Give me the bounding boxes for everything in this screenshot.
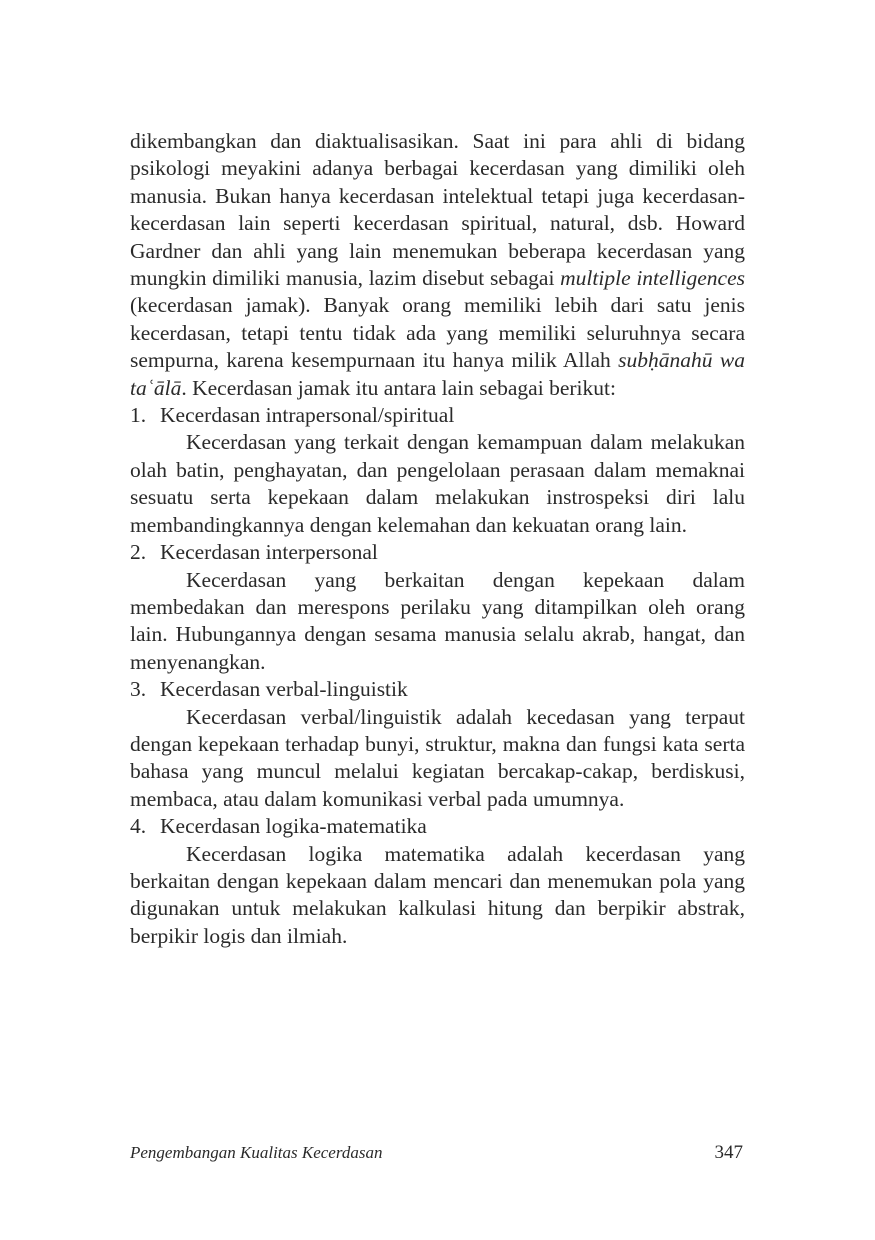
list-item-title: Kecerdasan logika-matematika xyxy=(160,814,427,839)
list-item-number: 2. xyxy=(130,540,147,565)
running-title: Pengembangan Kualitas Kecerdasan xyxy=(130,1143,383,1162)
page-number: 347 xyxy=(714,1142,743,1163)
list-item-heading-4 xyxy=(130,813,745,840)
list-item-body-4: Kecerdasan logika matematika adalah kecerdasan yang berkaitan dengan kepekaan dalam mencari dan menemukan pola yang digunakan untuk melakukan kalkulasi hitung dan berpikir abstrak, berpikir logis dan ilmiah. xyxy=(130,841,745,948)
list-item-body-3: Kecerdasan verbal/linguistik adalah kecedasan yang terpaut dengan kepekaan terhadap bunyi, struktur, makna dan fungsi kata serta bahasa yang muncul melalui kegiatan bercakap-cakap, berdiskusi, membaca, atau dalam komunikasi verbal pada umumnya. xyxy=(130,704,745,811)
page-footer xyxy=(130,1142,743,1164)
list-item-body-1: Kecerdasan yang terkait dengan kemampuan dalam melakukan olah batin, penghayatan, dan pengelolaan perasaan dalam memaknai sesuatu serta kepekaan dalam melakukan instrospeksi diri lalu membandingkannya dengan kelemahan dan kekuatan orang lain. xyxy=(130,430,745,537)
list-item-heading-1 xyxy=(130,402,745,429)
list-item-body-2: Kecerdasan yang berkaitan dengan kepekaan dalam membedakan dan merespons perilaku yang ditampilkan oleh orang lain. Hubungannya dengan sesama manusia selalu akrab, hangat, dan menyenangkan. xyxy=(130,567,745,674)
list-item-title: Kecerdasan intrapersonal/spiritual xyxy=(160,403,455,428)
intro-text-2: (kecerdasan jamak). Banyak orang memiliki lebih dari satu jenis kecerdasan, tetapi tentu tidak ada yang memiliki seluruhnya secara sempurna, karena kesempurnaan itu hanya milik Allah xyxy=(130,293,745,373)
page-content xyxy=(130,128,745,950)
intro-text-3: . Kecerdasan jamak itu antara lain sebagai berikut: xyxy=(181,375,616,400)
list-item-heading-2 xyxy=(130,539,745,566)
list-item-title: Kecerdasan verbal-linguistik xyxy=(160,677,408,702)
intro-text-1: dikembangkan dan diaktualisasikan. Saat ini para ahli di bidang psikologi meyakini adanya berbagai kecerdasan yang dimiliki oleh manusia. Bukan hanya kecerdasan intelektual tetapi juga kecerdasan-kecerdasan lain seperti kecerdasan spiritual, natural, dsb. Howard Gardner dan ahli yang lain menemukan beberapa kecerdasan yang mungkin dimiliki manusia, lazim disebut sebagai xyxy=(130,129,745,291)
list-item-heading-3 xyxy=(130,676,745,703)
list-item-number: 3. xyxy=(130,677,147,702)
intro-paragraph xyxy=(130,128,745,402)
list-item-number: 1. xyxy=(130,403,147,428)
intro-arabic-phrase: subḥānahū wa taʿālā xyxy=(130,348,745,400)
list-item-title: Kecerdasan interpersonal xyxy=(160,540,378,565)
list-item-number: 4. xyxy=(130,814,147,839)
intro-term-multiple-intelligences: multiple intelligences xyxy=(560,266,745,291)
